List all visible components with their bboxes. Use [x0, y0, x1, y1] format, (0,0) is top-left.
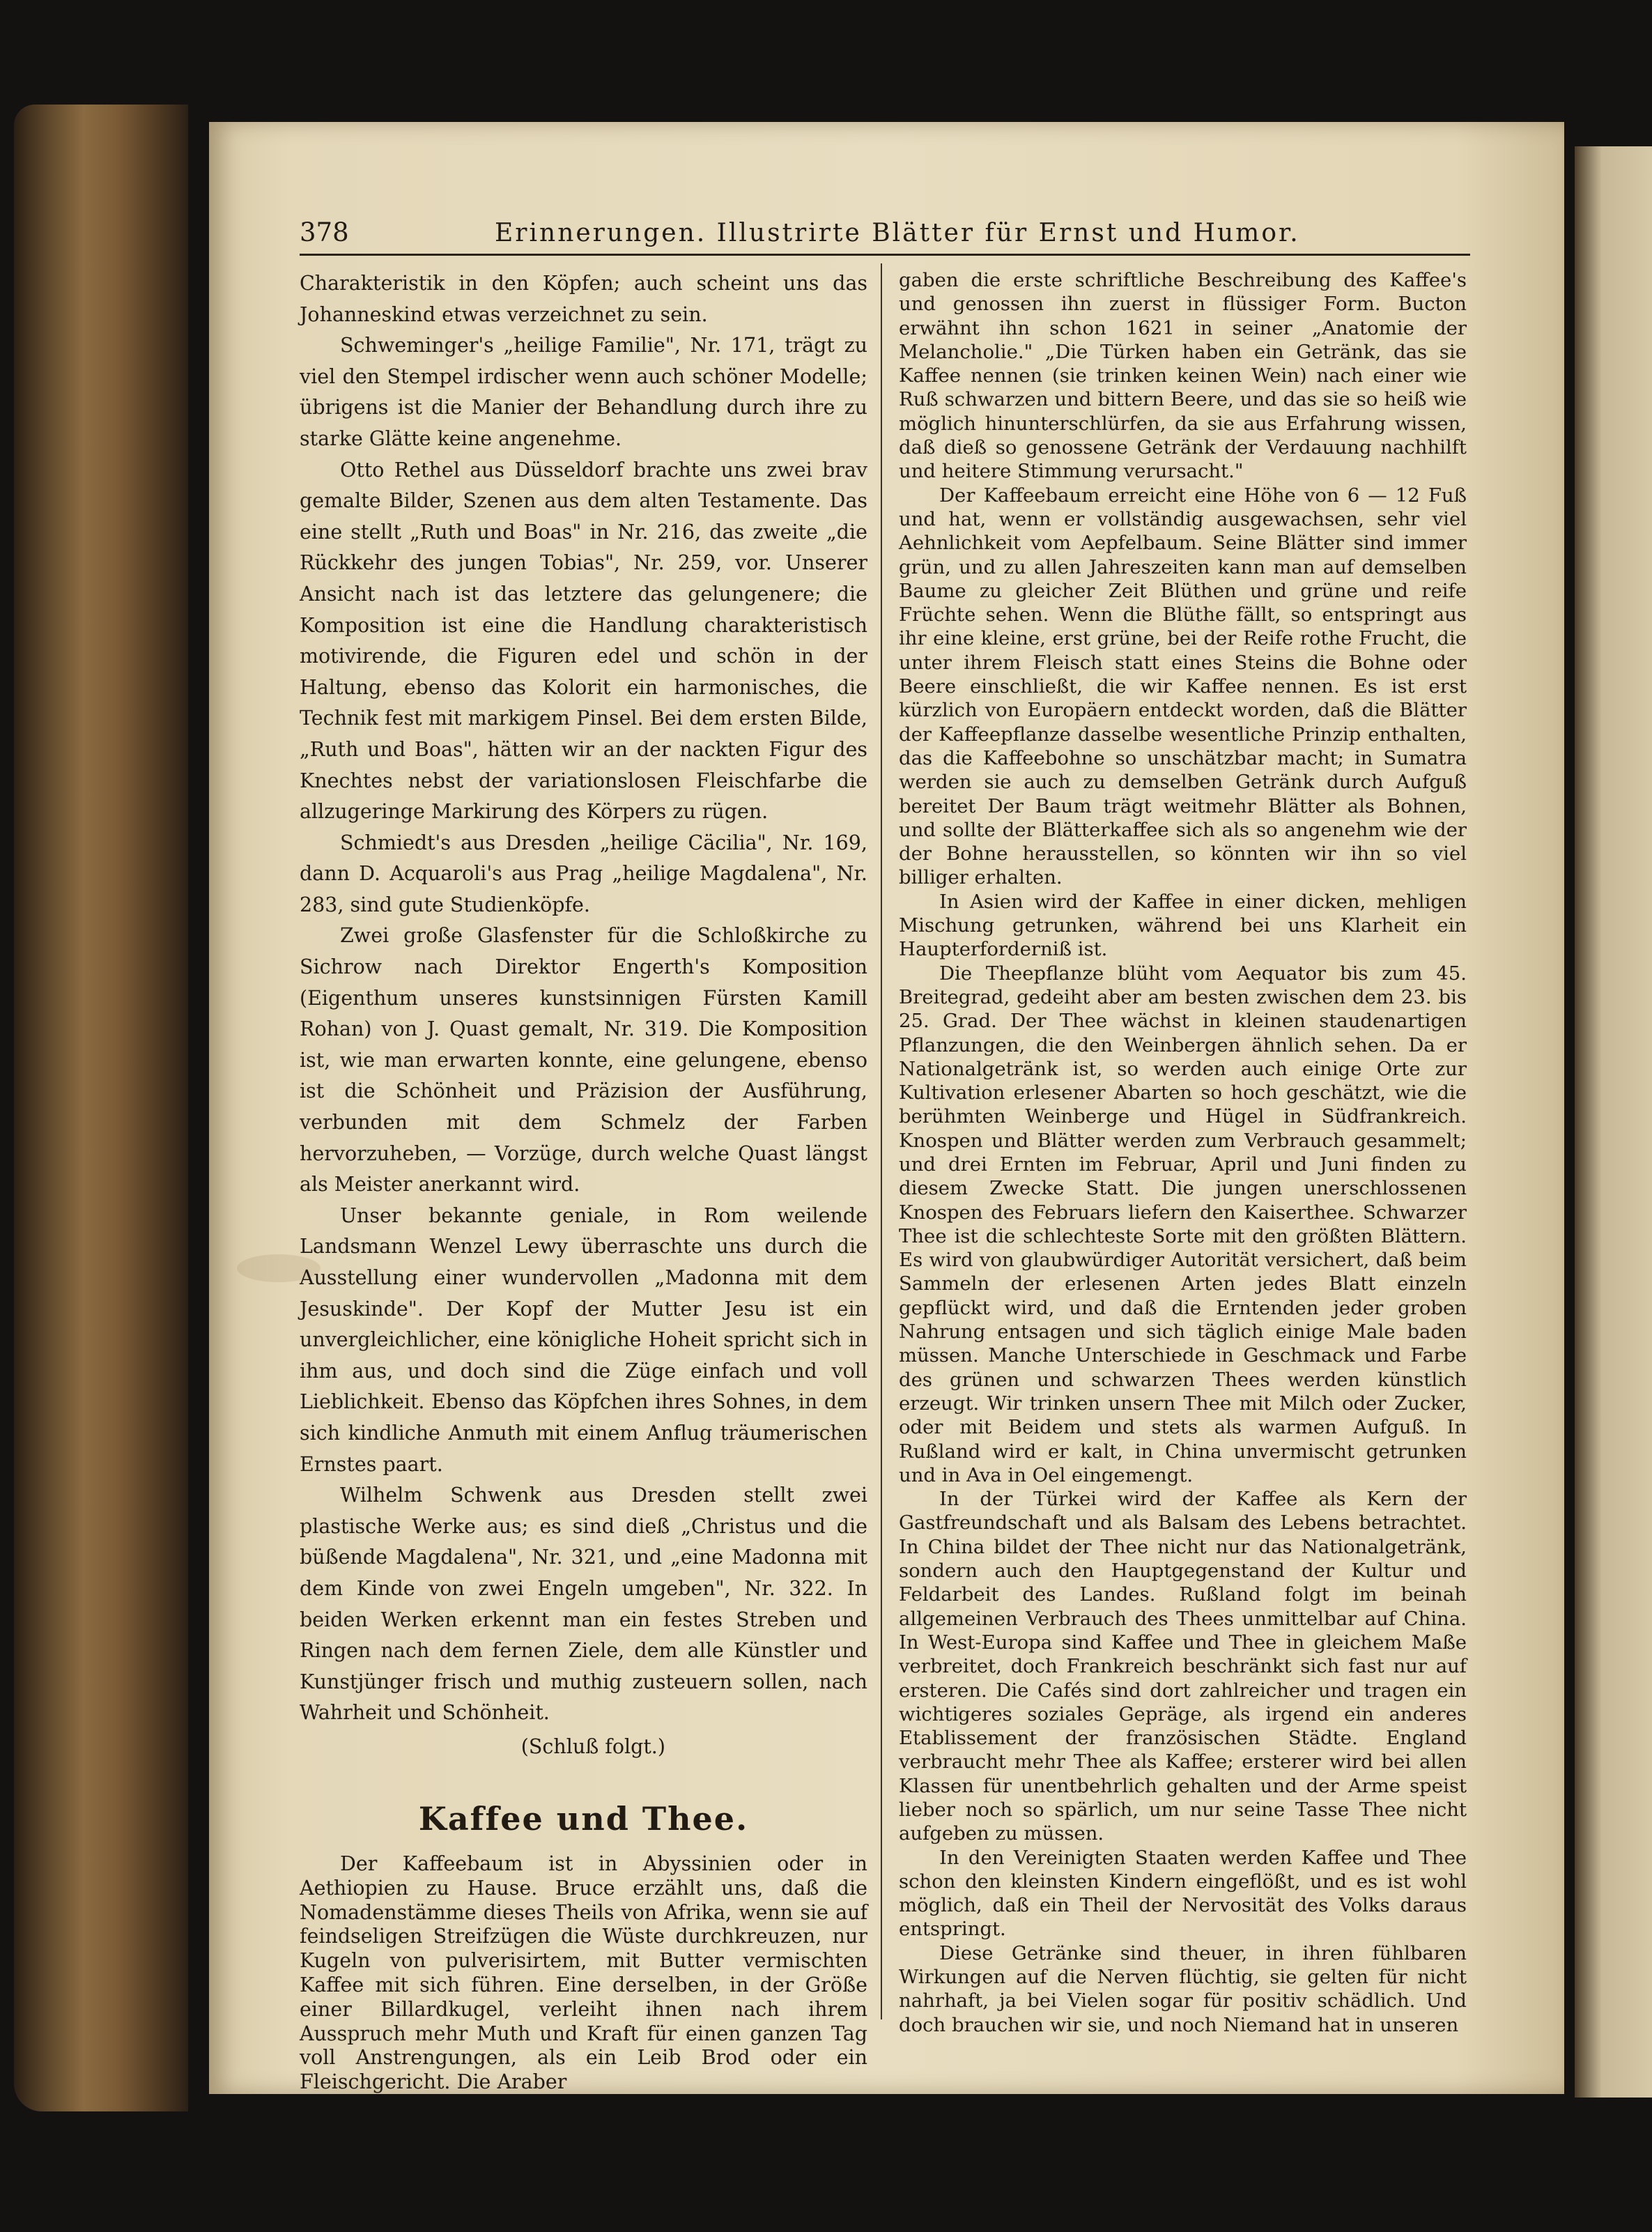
facing-page-edge — [1575, 146, 1652, 2098]
paragraph: Der Kaffeebaum erreicht eine Höhe von 6 — 12 Fuß und hat, wenn er vollständig ausgewachsen, sehr viel Aehnlichkeit vom Aepfelbaum. Seine Blätter sind immer grün, und zu allen Jahreszeiten kann man auf demselben Baume zu gleicher Zeit Blüthen und grüne und reife Früchte sehen. Wenn die Blüthe fällt, so entspringt aus ihr eine kleine, erst grüne, bei der Reife rothe Frucht, die unter ihrem Fleisch statt eines Steins die Bohne oder Beere einschließt, die wir Kaffee nennen. Es ist erst kürzlich von Europäern entdeckt worden, daß die Blätter der Kaffeepflanze dasselbe wesentliche Prinzip enthalten, das die Kaffeebohne so unschätzbar macht; in Sumatra werden sie auch zu demselben Getränk durch Aufguß bereitet Der Baum trägt weitmehr Blätter als Bohnen, und sollte der Blätterkaffee sich als so angenehm wie der der Bohne herausstellen, so könnten wir ihn so viel billiger erhalten. — [899, 484, 1467, 889]
continuation-note: (Schluß folgt.) — [520, 1734, 665, 1758]
page-header — [300, 217, 1470, 259]
running-title: Erinnerungen. Illustrirte Blätter für Ernst und Humor. — [495, 219, 1300, 247]
paragraph: In der Türkei wird der Kaffee als Kern der Gastfreundschaft und als Balsam des Lebens betrachtet. In China bildet der Thee nicht nur das Nationalgetränk, sondern auch den Hauptgegenstand der Kultur und Feldarbeit des Landes. Rußland folgt im beinah allgemeinen Verbrauch des Thees unmittelbar auf China. In West-Europa sind Kaffee und Thee in gleichem Maße verbreitet, doch Frankreich beschränkt sich fast nur auf ersteren. Die Cafés sind dort zahlreicher und tragen ein wichtigeres soziales Gepräge, als irgend ein anderes Etablissement der französischen Städte. England verbraucht mehr Thee als Kaffee; ersterer wird bei allen Klassen für unentbehrlich gehalten und der Arme speist lieber noch so spärlich, um nur seine Tasse Thee nicht aufgeben zu müssen. — [899, 1488, 1467, 1845]
column-divider — [881, 263, 882, 2019]
paragraph: Schweminger's „heilige Familie", Nr. 171, trägt zu viel den Stempel irdischer wenn auch schöner Modelle; übrigens ist die Manier der Behandlung durch ihre zu starke Glätte keine angenehme. — [300, 334, 867, 450]
page-number: 378 — [300, 217, 349, 247]
article-intro — [300, 1852, 867, 2095]
paragraph: Wilhelm Schwenk aus Dresden stellt zwei plastische Werke aus; es sind dieß „Christus und die büßende Magdalena", Nr. 321, und „eine Madonna mit dem Kinde von zwei Engeln umgeben", Nr. 322. In beiden Werken erkennt man ein festes Streben und Ringen nach dem fernen Ziele, dem alle Künstler und Kunstjünger frisch und muthig zusteuern sollen, nach Wahrheit und Schönheit. — [300, 1484, 867, 1725]
paragraph: Der Kaffeebaum ist in Abyssinien oder in Aethiopien zu Hause. Bruce erzählt uns, daß die Nomadenstämme dieses Theils von Afrika, wenn sie auf feindseligen Streifzügen die Wüste durchkreuzen, nur Kugeln von pulverisirtem, mit Butter vermischten Kaffee mit sich führen. Eine derselben, in der Größe einer Billardkugel, verleiht ihnen nach ihrem Ausspruch mehr Muth und Kraft für einen ganzen Tag voll Anstrengungen, als ein Leib Brod oder ein Fleischgericht. Die Araber — [300, 1852, 867, 2094]
paragraph: Unser bekannte geniale, in Rom weilende Landsmann Wenzel Lewy überraschte uns durch die Ausstellung einer wundervollen „Madonna mit dem Jesuskinde". Der Kopf der Mutter Jesu ist ein unvergleichlicher, eine königliche Hoheit spricht sich in ihm aus, und doch sind die Züge einfach und voll Lieblichkeit. Ebenso das Köpfchen ihres Sohnes, in dem sich kindliche Anmuth mit einem Anflug träumerischen Ernstes paart. — [300, 1203, 867, 1476]
paragraph: Charakteristik in den Köpfen; auch scheint uns das Johanneskind etwas verzeichnet zu sein. — [300, 272, 867, 326]
paragraph: Zwei große Glasfenster für die Schloßkirche zu Sichrow nach Direktor Engerth's Komposition (Eigenthum unseres kunstsinnigen Fürsten Kamill Rohan) von J. Quast gemalt, Nr. 319. Die Komposition ist, wie man erwarten konnte, eine gelungene, ebenso ist die Schönheit und Präzision der Ausführung, verbunden mit dem Schmelz der Farben hervorzuheben, — Vorzüge, durch welche Quast längst als Meister anerkannt wird. — [300, 924, 867, 1196]
paragraph: Diese Getränke sind theuer, in ihren fühlbaren Wirkungen auf die Nerven flüchtig, sie gelten für nicht nahrhaft, ja bei Vielen sogar für positiv schädlich. Und doch brauchen wir sie, und noch Niemand hat in unseren — [899, 1941, 1467, 2036]
paragraph: Otto Rethel aus Düsseldorf brachte uns zwei brav gemalte Bilder, Szenen aus dem alten Testamente. Das eine stellt „Ruth und Boas" in Nr. 216, das zweite „die Rückkehr des jungen Tobias", Nr. 259, vor. Unserer Ansicht nach ist das letztere das gelungenere; die Komposition ist eine die Handlung charakteristisch motivirende, die Figuren edel und schön in der Haltung, ebenso das Kolorit ein harmonisches, die Technik fest mit markigem Pinsel. Bei dem ersten Bilde, „Ruth und Boas", hätten wir an der nackten Figur des Knechtes nebst der variationslosen Fleischfarbe die allzugeringe Markirung des Körpers zu rügen. — [300, 458, 867, 824]
left-column — [300, 268, 867, 2095]
article-title: Kaffee und Thee. — [418, 1799, 749, 1838]
paragraph: In den Vereinigten Staaten werden Kaffee und Thee schon den kleinsten Kindern eingeflößt, und es ist wohl möglich, daß ein Theil der Nervosität des Volks daraus entspringt. — [899, 1846, 1467, 1941]
right-column — [899, 268, 1467, 2037]
paragraph: gaben die erste schriftliche Beschreibung des Kaffee's und genossen ihn zuerst in flüssiger Form. Bucton erwähnt ihn schon 1621 in seiner „Anatomie der Melancholie." „Die Türken haben ein Getränk, das sie Kaffee nennen (sie trinken keinen Wein) nach einer wie Ruß schwarzen und bittern Beere, und das sie so heiß wie möglich hinunterschlürfen, da sie aus Erfahrung wissen, daß dieß so genossene Getränk der Verdauung nachhilft und heitere Stimmung verursacht." — [899, 269, 1467, 483]
paragraph: Schmiedt's aus Dresden „heilige Cäcilia", Nr. 169, dann D. Acquaroli's aus Prag „heilige Magdalena", Nr. 283, sind gute Studienköpfe. — [300, 831, 867, 916]
book-page-edges — [14, 105, 188, 2111]
paragraph: In Asien wird der Kaffee in einer dicken, mehligen Mischung getrunken, während bei uns Klarheit ein Haupterforderniß ist. — [899, 890, 1467, 961]
paragraph: Die Theepflanze blüht vom Aequator bis zum 45. Breitegrad, gedeiht aber am besten zwischen dem 23. bis 25. Grad. Der Thee wächst in kleinen staudenartigen Pflanzungen, die den Weinbergen ähnlich sehen. Da er Nationalgetränk ist, so werden auch einige Orte zur Kultivation erlesener Abarten so hoch geschätzt, wie die berühmten Weinberge und Hügel in Südfrankreich. Knospen und Blätter werden zum Verbrauch gesammelt; und drei Ernten im Februar, April und Juni finden zu diesem Zwecke Statt. Die jungen unerschlossenen Knospen des Februars liefern den Kaiserthee. Schwarzer Thee ist die schlechteste Sorte mit den größten Blättern. Es wird von glaubwürdiger Autorität versichert, daß beim Sammeln der erlesenen Arten jedes Blatt einzeln gepflückt wird, und daß die Erntenden jeder groben Nahrung entsagen und sich täglich einige Male baden müssen. Manche Unterschiede in Geschmack und Farbe des grünen und schwarzen Thees werden künstlich erzeugt. Wir trinken unsern Thee mit Milch oder Zucker, oder mit Beidem und stets als warmen Aufguß. In Rußland wird er kalt, in China unvermischt getrunken und in Ava in Oel eingemengt. — [899, 962, 1467, 1486]
header-rule — [300, 254, 1470, 256]
